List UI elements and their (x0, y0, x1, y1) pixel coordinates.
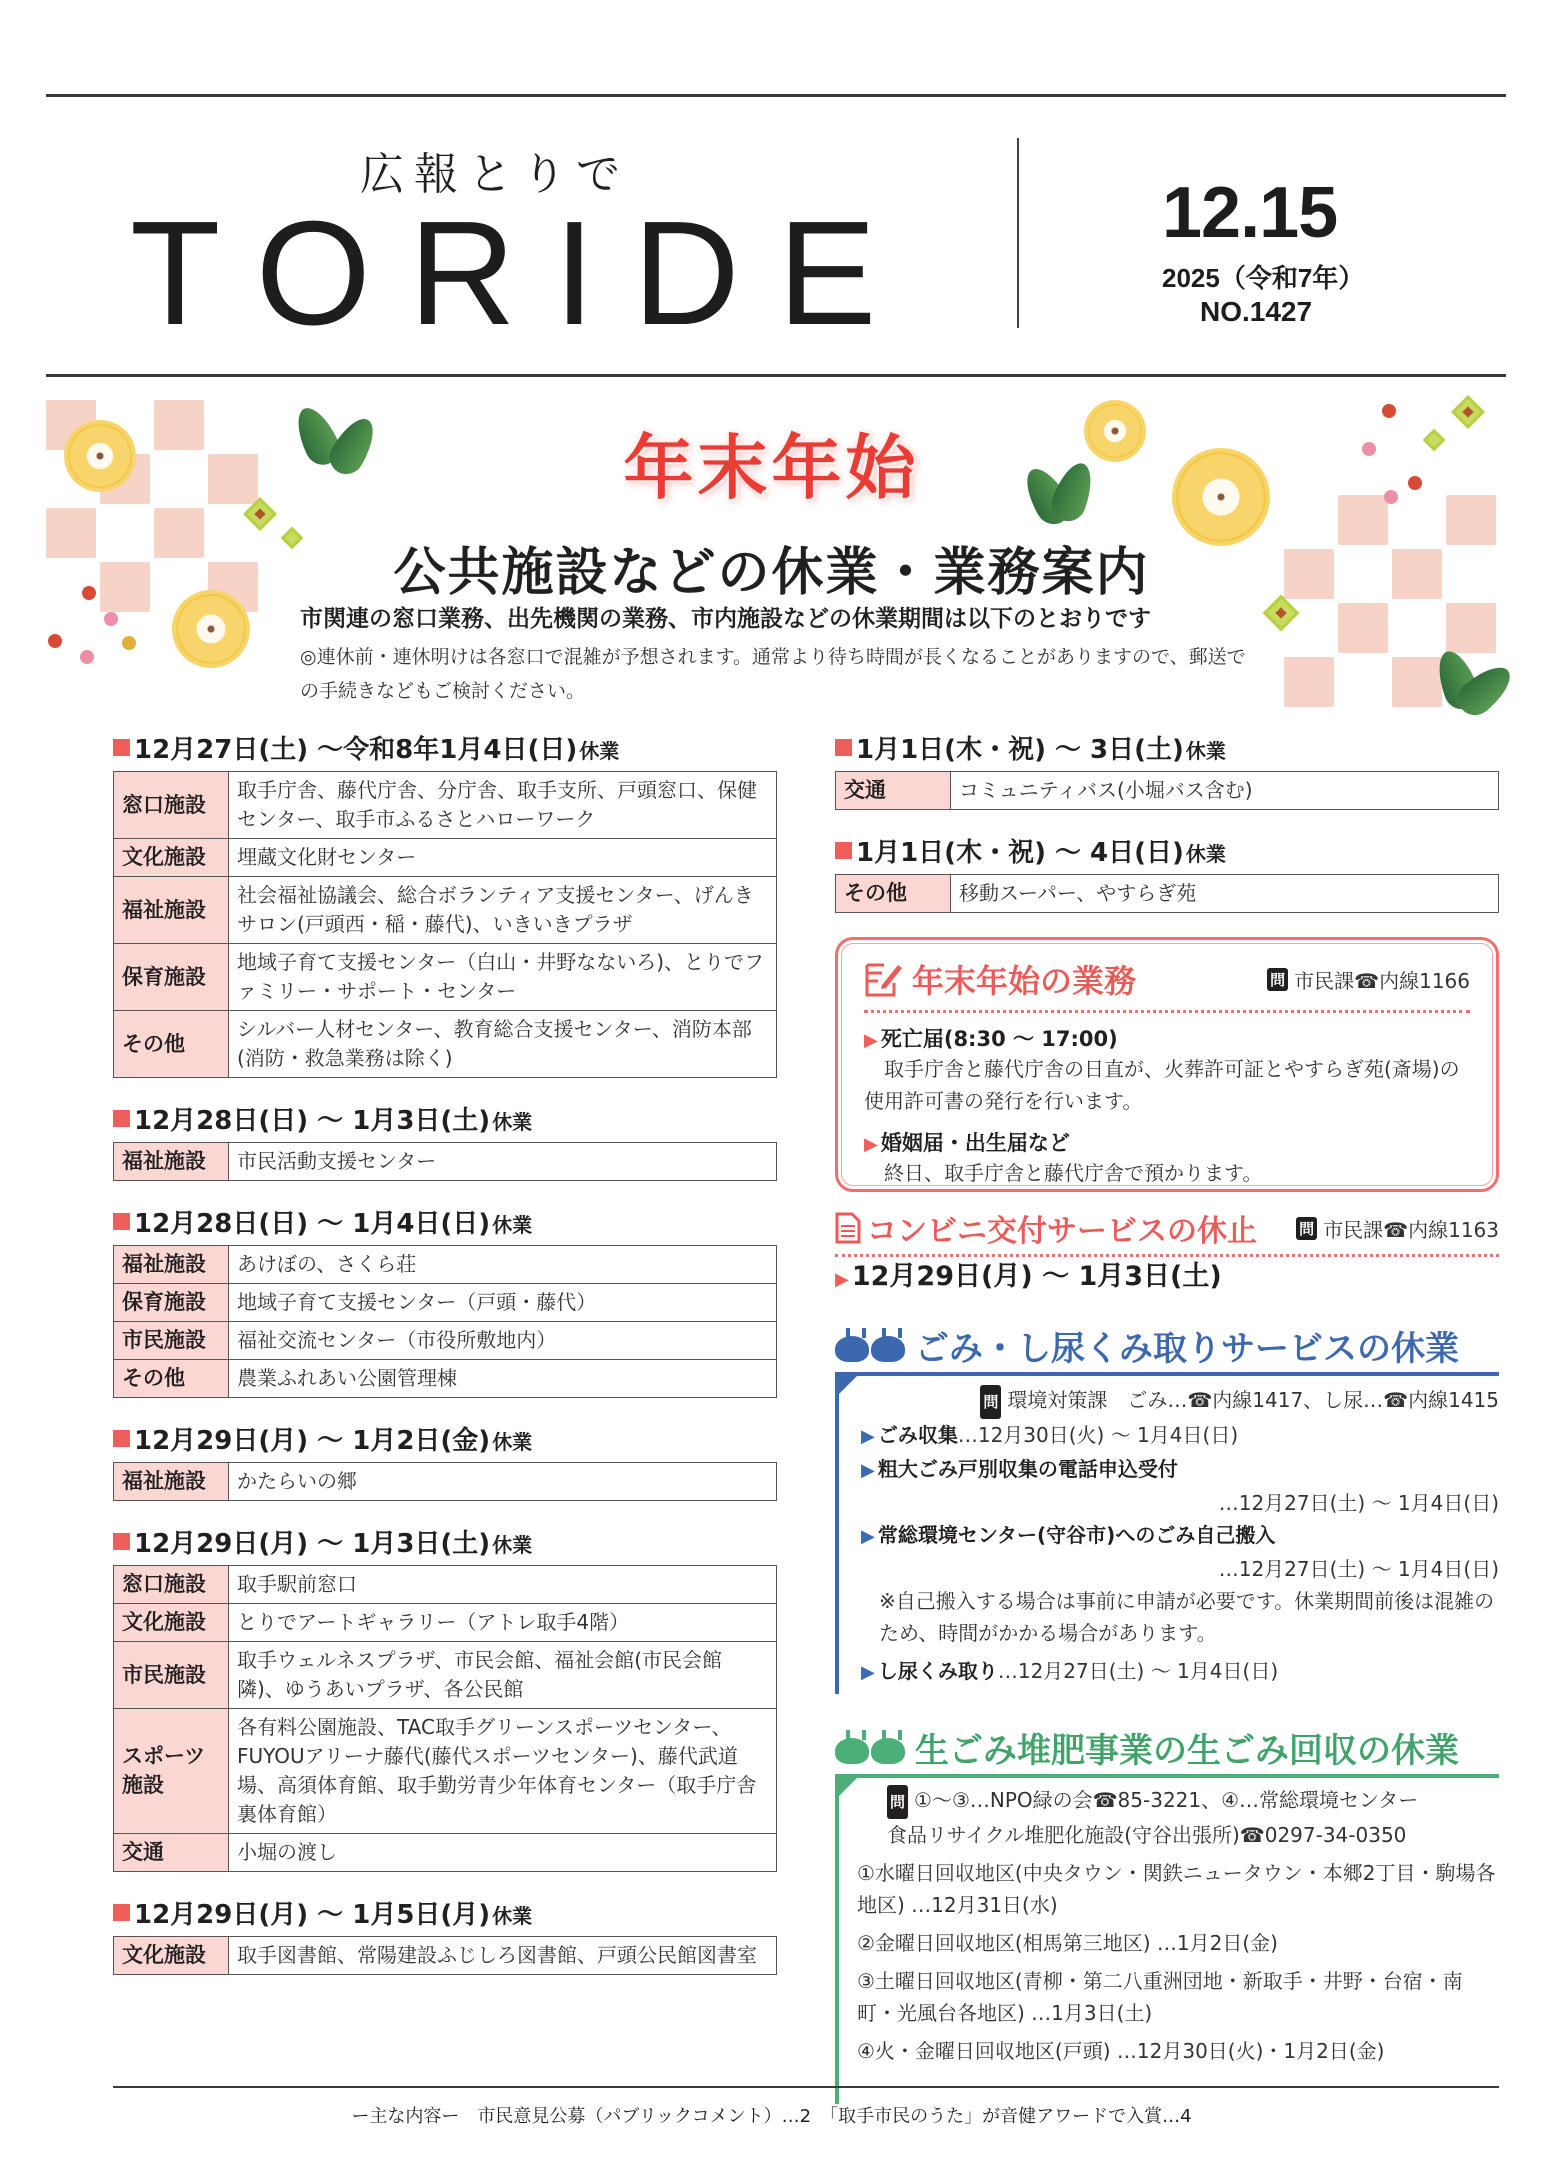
convenience-service-header (835, 1206, 1499, 1257)
closure-suffix: 休業 (1185, 739, 1226, 763)
service-heading-text: 婚姻届・出生届など (880, 1131, 1070, 1155)
table-row (114, 839, 777, 877)
garbage-item-label: ごみ収集 (877, 1423, 958, 1447)
garbage-title-text: ごみ・し尿くみ取りサービスの休業 (915, 1328, 1459, 1369)
category-cell: 文化施設 (114, 1604, 229, 1642)
triangle-bullet-icon: ▶ (864, 1134, 878, 1155)
facilities-cell: コミュニティバス(小堀バス含む) (951, 772, 1499, 810)
table-row (114, 1246, 777, 1284)
category-cell: 文化施設 (114, 839, 229, 877)
facilities-cell: 取手ウェルネスプラザ、市民会館、福祉会館(市民会館隣)、ゆうあいプラザ、各公民館 (229, 1642, 777, 1709)
contact-info: 食品リサイクル堆肥化施設(守谷出張所)☎0297-34-0350 (887, 1823, 1407, 1847)
contact-info (857, 1784, 1499, 1819)
issue-date: 12.15 (1162, 173, 1338, 253)
category-cell: 窓口施設 (114, 772, 229, 839)
garbage-bag-icon (871, 1328, 905, 1362)
table-row (114, 1011, 777, 1078)
table-row (114, 1937, 777, 1975)
left-column (113, 733, 777, 2001)
closure-suffix: 休業 (492, 1533, 533, 1557)
table-row (836, 875, 1499, 913)
inquiry-badge: 問 (1296, 1217, 1317, 1240)
garbage-item-label: 常総環境センター(守谷市)へのごみ自己搬入 (877, 1523, 1276, 1547)
period-text: 12月27日(土) ～令和8年1月4日(日) (134, 735, 578, 765)
table-row (836, 772, 1499, 810)
closure-period-heading (113, 1898, 777, 1932)
square-bullet-icon (113, 1430, 130, 1447)
box-title-text: 年末年始の業務 (912, 962, 1137, 1000)
triangle-bullet-icon: ▶ (861, 1662, 875, 1683)
compost-service-section (835, 1720, 1499, 2104)
compost-title-text: 生ごみ堆肥事業の生ごみ回収の休業 (915, 1730, 1459, 1771)
facilities-cell: 社会福祉協議会、総合ボランティア支援センター、げんきサロン(戸頭西・稲・藤代)、いきいきプラザ (229, 877, 777, 944)
category-cell: 保育施設 (114, 1284, 229, 1322)
closure-period-heading (113, 1207, 777, 1241)
memo-pencil-icon (864, 961, 904, 997)
contact-text: 市民課☎内線1166 (1294, 968, 1470, 993)
category-cell: 福祉施設 (114, 1246, 229, 1284)
box-header (864, 956, 1470, 1013)
closure-period-heading (835, 836, 1499, 870)
closure-period-heading (113, 733, 777, 767)
compost-item: ②金曜日回収地区(相馬第三地区) …1月2日(金) (857, 1931, 1278, 1955)
table-row (114, 772, 777, 839)
garbage-item (861, 1655, 1499, 1689)
publication-subtitle: 広報とりで (360, 149, 630, 200)
facilities-cell: 埋蔵文化財センター (229, 839, 777, 877)
facilities-cell: 福祉交流センター（市役所敷地内） (229, 1322, 777, 1360)
masthead-bottom-rule (46, 374, 1506, 377)
square-bullet-icon (835, 842, 852, 859)
category-cell: 市民施設 (114, 1322, 229, 1360)
category-cell: 交通 (836, 772, 951, 810)
period-text: 1月1日(木・祝) ～ 3日(土) (856, 735, 1184, 765)
garbage-item-dates: …12月30日(火) ～ 1月4日(日) (957, 1423, 1239, 1447)
category-cell: 窓口施設 (114, 1566, 229, 1604)
triangle-bullet-icon: ▶ (861, 1426, 875, 1447)
table-row (114, 1284, 777, 1322)
facilities-cell: シルバー人材センター、教育総合支援センター、消防本部(消防・救急業務は除く) (229, 1011, 777, 1078)
closure-section (113, 1898, 777, 1975)
facilities-cell: かたらいの郷 (229, 1463, 777, 1501)
contact-text: ①～③…NPO緑の会☎85-3221、④…常総環境センター (914, 1788, 1419, 1812)
category-cell: 福祉施設 (114, 1143, 229, 1181)
bead-ornament-icon (48, 634, 62, 648)
closure-section (835, 836, 1499, 913)
contact-info (1267, 965, 1470, 994)
contact-text: 市民課☎内線1163 (1323, 1217, 1499, 1242)
closure-section (113, 733, 777, 1078)
closure-period-heading (835, 733, 1499, 767)
convenience-period-text: 12月29日(月) ～ 1月3日(土) (851, 1261, 1222, 1292)
masthead-divider (1017, 138, 1019, 328)
hero-lead: 市関連の窓口業務、出先機関の業務、市内施設などの休業期間は以下のとおりです (300, 606, 1151, 632)
category-cell: その他 (836, 875, 951, 913)
period-text: 1月1日(木・祝) ～ 4日(日) (856, 838, 1184, 868)
right-column (835, 733, 1499, 939)
table-row (114, 1566, 777, 1604)
footer-rule (113, 2086, 1499, 2088)
garbage-service-section (835, 1318, 1499, 1694)
garbage-item (861, 1519, 1499, 1553)
service-item-body: 取手庁舎と藤代庁舎の日直が、火葬許可証とやすらぎ苑(斎場)の使用許可書の発行を行います。 (864, 1057, 1460, 1113)
garbage-item (861, 1453, 1499, 1487)
closure-section (113, 1207, 777, 1398)
facilities-cell: あけぼの、さくら荘 (229, 1246, 777, 1284)
period-text: 12月29日(月) ～ 1月3日(土) (134, 1529, 491, 1559)
closure-period-heading (113, 1104, 777, 1138)
closure-suffix: 休業 (579, 739, 620, 763)
period-text: 12月28日(日) ～ 1月3日(土) (134, 1106, 491, 1136)
closure-section (113, 1104, 777, 1181)
table-row (114, 877, 777, 944)
triangle-bullet-icon: ▶ (864, 1030, 878, 1051)
table-row (114, 1360, 777, 1398)
garbage-note: ※自己搬入する場合は事前に申請が必要です。休業期間前後は混雑のため、時間がかかる場合があります。 (879, 1589, 1495, 1645)
closure-period-heading (113, 1424, 777, 1458)
compost-item: ①水曜日回収地区(中央タウン・関鉄ニュータウン・本郷2丁目・駒場各地区) …12月31日(水) (857, 1861, 1496, 1917)
category-cell: その他 (114, 1360, 229, 1398)
garbage-title (835, 1318, 1499, 1372)
inquiry-badge: 問 (1267, 968, 1288, 991)
garbage-item-label: し尿くみ取り (877, 1659, 998, 1683)
category-cell: 福祉施設 (114, 877, 229, 944)
issue-number: NO.1427 (1200, 296, 1313, 327)
garbage-item-label: 粗大ごみ戸別収集の電話申込受付 (877, 1457, 1178, 1481)
triangle-bullet-icon: ▶ (835, 1269, 849, 1290)
closure-section (113, 1424, 777, 1501)
facility-table (113, 1462, 777, 1501)
facilities-cell: 取手図書館、常陽建設ふじしろ図書館、戸頭公民館図書室 (229, 1937, 777, 1975)
facility-table (113, 1936, 777, 1975)
table-row (114, 1143, 777, 1181)
garbage-item-dates: …12月27日(土) ～ 1月4日(日) (1218, 1557, 1499, 1581)
service-item-body: 終日、取手庁舎と藤代庁舎で預かります。 (884, 1161, 1263, 1185)
facility-table (835, 771, 1499, 810)
inquiry-badge: 問 (887, 1785, 908, 1819)
category-cell: 交通 (114, 1834, 229, 1872)
bead-ornament-icon (122, 636, 136, 650)
square-bullet-icon (113, 1213, 130, 1230)
facilities-cell: 地域子育て支援センター（戸頭・藤代） (229, 1284, 777, 1322)
hero-title: 年末年始 (623, 427, 920, 509)
triangle-bullet-icon: ▶ (861, 1526, 875, 1547)
publication-title: TORIDE (130, 191, 915, 356)
table-row (114, 1834, 777, 1872)
contact-info (861, 1384, 1499, 1419)
garbage-item (861, 1419, 1499, 1453)
box-title (864, 956, 1136, 1002)
closure-period-heading (113, 1527, 777, 1561)
facilities-cell: 農業ふれあい公園管理棟 (229, 1360, 777, 1398)
facility-table (113, 1142, 777, 1181)
table-row (114, 1604, 777, 1642)
hero-subtitle: 公共施設などの休業・業務案内 (393, 542, 1150, 603)
square-bullet-icon (113, 1110, 130, 1127)
table-row (114, 1463, 777, 1501)
compost-body (835, 1774, 1499, 2104)
category-cell: 保育施設 (114, 944, 229, 1011)
facility-table (835, 874, 1499, 913)
issue-year: 2025（令和7年） (1162, 263, 1365, 293)
garbage-bag-icon (835, 1328, 869, 1362)
facilities-cell: 各有料公園施設、TAC取手グリーンスポーツセンター、FUYOUアリーナ藤代(藤代スポーツセンター)、藤代武道場、高須体育館、取手勤労青少年体育センター（取手庁舎裏体育館） (229, 1709, 777, 1834)
category-cell: 福祉施設 (114, 1463, 229, 1501)
closure-suffix: 休業 (492, 1430, 533, 1454)
category-cell: 文化施設 (114, 1937, 229, 1975)
document-icon (835, 1212, 861, 1244)
garbage-body (835, 1372, 1499, 1694)
garbage-bag-icon (871, 1730, 905, 1764)
garbage-item-dates: …12月27日(土) ～ 1月4日(日) (1218, 1491, 1499, 1515)
closure-suffix: 休業 (492, 1904, 533, 1928)
facilities-cell: 小堀の渡し (229, 1834, 777, 1872)
year-end-services-box (835, 937, 1499, 1192)
top-rule (46, 94, 1506, 97)
contact-info (1296, 1214, 1499, 1243)
convenience-title-text: コンビニ交付サービスの休止 (867, 1214, 1257, 1249)
closure-section (835, 733, 1499, 810)
closure-suffix: 休業 (1185, 842, 1226, 866)
facilities-cell: 取手庁舎、藤代庁舎、分庁舎、取手支所、戸頭窓口、保健センター、取手市ふるさとハローワーク (229, 772, 777, 839)
garbage-bag-icon (835, 1730, 869, 1764)
inquiry-badge: 問 (980, 1385, 1001, 1419)
facilities-cell: 地域子育て支援センター（白山・井野なないろ)、とりでファミリー・サポート・センター (229, 944, 777, 1011)
service-item-heading (864, 1023, 1470, 1053)
table-row (114, 944, 777, 1011)
table-row (114, 1322, 777, 1360)
facility-table (113, 771, 777, 1078)
facilities-cell: 取手駅前窓口 (229, 1566, 777, 1604)
bead-ornament-icon (80, 650, 94, 664)
facility-table (113, 1565, 777, 1872)
compost-item: ③土曜日回収地区(青柳・第二八重洲団地・新取手・井野・台宿・南町・光風台各地区) …1月3日(土) (857, 1969, 1463, 2025)
facility-table (113, 1245, 777, 1398)
period-text: 12月28日(日) ～ 1月4日(日) (134, 1209, 491, 1239)
facilities-cell: 移動スーパー、やすらぎ苑 (951, 875, 1499, 913)
service-item-heading (864, 1127, 1470, 1157)
table-row (114, 1709, 777, 1834)
square-bullet-icon (113, 1533, 130, 1550)
triangle-bullet-icon: ▶ (861, 1460, 875, 1481)
closure-suffix: 休業 (492, 1213, 533, 1237)
facilities-cell: とりでアートギャラリー（アトレ取手4階） (229, 1604, 777, 1642)
compost-title (835, 1720, 1499, 1774)
square-bullet-icon (113, 739, 130, 756)
garbage-item-dates: …12月27日(土) ～ 1月4日(日) (997, 1659, 1279, 1683)
closure-suffix: 休業 (492, 1110, 533, 1134)
convenience-title (835, 1206, 1257, 1250)
category-cell: 市民施設 (114, 1642, 229, 1709)
main-contents-footer: ー主な内容ー 市民意見公募（パブリックコメント）…2 「取手市民のうた」が音健アワードで入賞…4 (351, 2106, 1192, 2127)
square-bullet-icon (113, 1904, 130, 1921)
category-cell: スポーツ施設 (114, 1709, 229, 1834)
convenience-period (835, 1254, 1222, 1293)
period-text: 12月29日(月) ～ 1月2日(金) (134, 1426, 491, 1456)
contact-text: 環境対策課 ごみ…☎内線1417、し尿…☎内線1415 (1007, 1388, 1499, 1412)
table-row (114, 1642, 777, 1709)
closure-section (113, 1527, 777, 1872)
facilities-cell: 市民活動支援センター (229, 1143, 777, 1181)
bead-ornament-icon (104, 612, 118, 626)
compost-item: ④火・金曜日回収地区(戸頭) …12月30日(火)・1月2日(金) (857, 2039, 1385, 2063)
hero-note: ◎連休前・連休明けは各窓口で混雑が予想されます。通常より待ち時間が長くなることがありますので、郵送での手続きなどもご検討ください。 (300, 646, 1246, 702)
period-text: 12月29日(月) ～ 1月5日(月) (134, 1900, 491, 1930)
square-bullet-icon (835, 739, 852, 756)
category-cell: その他 (114, 1011, 229, 1078)
service-heading-text: 死亡届(8:30 ～ 17:00) (880, 1027, 1118, 1051)
